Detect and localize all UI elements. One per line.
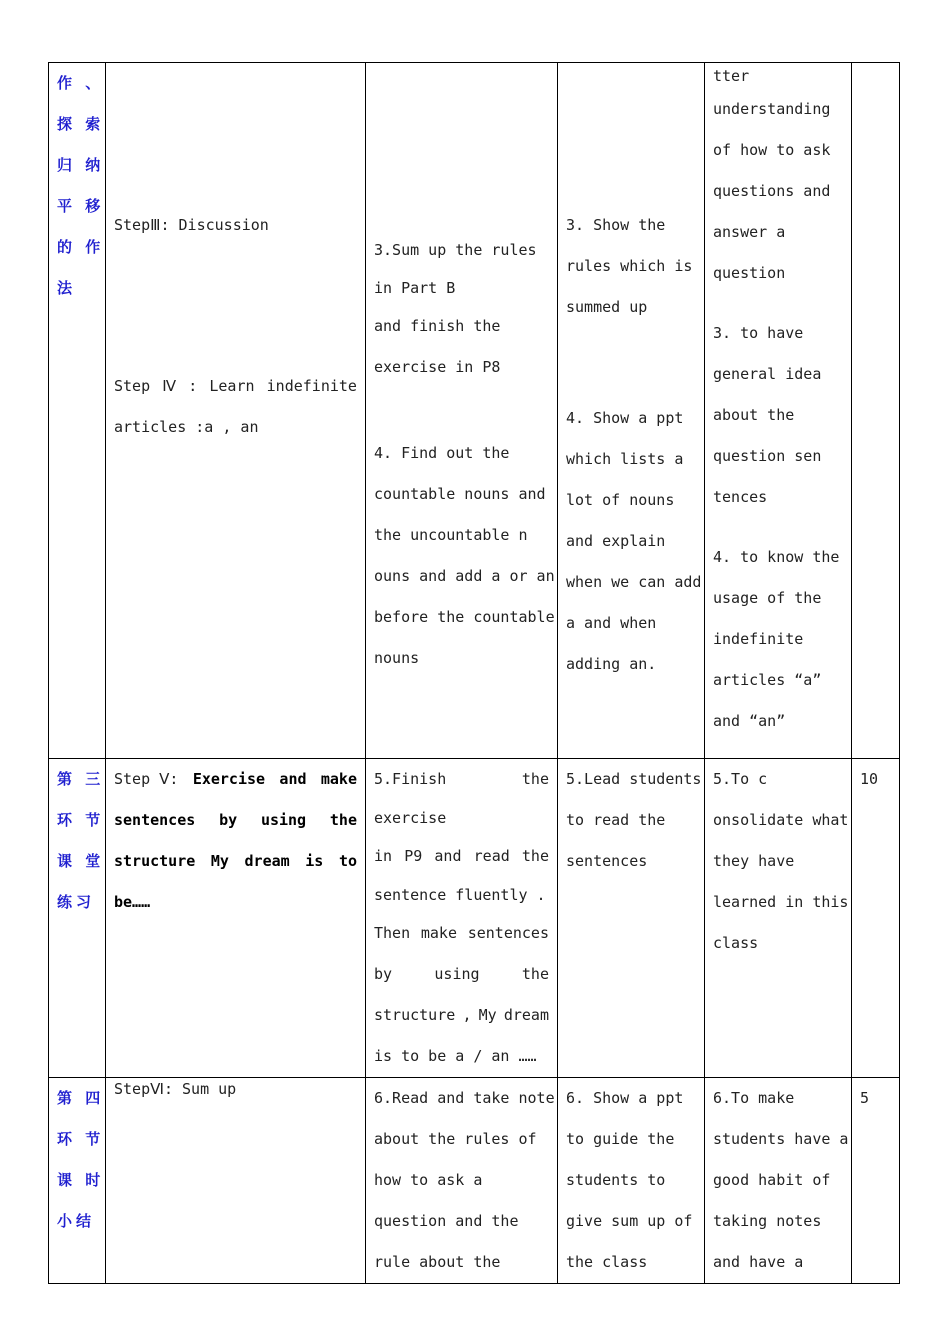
step-label: Step Ⅳ : Learn indefinite	[114, 377, 357, 395]
step-label: structure My dream is to	[114, 852, 357, 870]
purpose-text: questions and	[713, 182, 831, 200]
purpose-text: they have	[713, 852, 795, 870]
activity-text: ouns and add a or an	[374, 567, 555, 585]
student-activity-cell	[366, 63, 558, 759]
table-row	[49, 1078, 900, 1284]
table-row	[49, 759, 900, 1078]
purpose-text: 5.To c	[713, 770, 768, 788]
activity-text: which lists a	[566, 450, 684, 468]
activity-text: a and when	[566, 614, 657, 632]
activity-text: about the rules of	[374, 1130, 537, 1148]
stage-text: 法	[57, 279, 77, 297]
activity-text: lot of nouns	[566, 491, 675, 509]
activity-text: students to	[566, 1171, 666, 1189]
activity-text: summed up	[566, 298, 648, 316]
step-label: articles :a , an	[114, 418, 259, 436]
stage-text: 环 节	[57, 811, 105, 829]
purpose-text: general idea	[713, 365, 822, 383]
activity-text: 4. Find out the	[374, 444, 510, 462]
stage-text: 第 三	[57, 770, 105, 788]
activity-text: when we can add	[566, 573, 702, 591]
activity-text: structure , My dream	[374, 1006, 549, 1024]
purpose-text: of how to ask	[713, 141, 831, 159]
activity-text: to guide the	[566, 1130, 675, 1148]
purpose-text: usage of the	[713, 589, 822, 607]
activity-text: exercise in P8	[374, 358, 501, 376]
time-cell: 5	[852, 1078, 900, 1284]
step-label: Step Ⅴ: Exercise and make	[114, 770, 357, 788]
activity-text: 5.Finish the	[374, 770, 549, 788]
purpose-text: tter	[713, 67, 750, 85]
purpose-text: about the	[713, 406, 795, 424]
steps-cell	[106, 63, 366, 759]
activity-text: 4. Show a ppt	[566, 409, 684, 427]
stage-cell	[49, 759, 106, 1078]
activity-text: exercise	[374, 809, 447, 827]
teacher-activity-cell	[558, 63, 705, 759]
purpose-text: question	[713, 264, 786, 282]
activity-text: how to ask a	[374, 1171, 483, 1189]
stage-text: 探 索	[57, 115, 105, 133]
stage-text: 平 移	[57, 197, 105, 215]
purpose-text: onsolidate what	[713, 811, 849, 829]
purpose-cell	[705, 63, 852, 759]
teacher-activity-cell	[558, 1078, 705, 1284]
step-label: StepⅥ: Sum up	[114, 1080, 237, 1098]
stage-text: 第 四	[57, 1089, 105, 1107]
purpose-text: answer a	[713, 223, 786, 241]
table-row	[49, 63, 900, 759]
stage-text: 环 节	[57, 1130, 105, 1148]
purpose-text: good habit of	[713, 1171, 831, 1189]
lesson-plan-table	[48, 62, 900, 1284]
activity-text: 6.Read and take note	[374, 1089, 555, 1107]
step-label: StepⅢ: Discussion	[114, 216, 269, 234]
activity-text: sentence fluently .	[374, 886, 546, 904]
activity-text: rule about the	[374, 1253, 501, 1271]
purpose-text: 3. to have	[713, 324, 804, 342]
activity-text: sentences	[566, 852, 648, 870]
step-label: be……	[114, 893, 151, 911]
purpose-text: understanding	[713, 100, 831, 118]
activity-text: before the countable	[374, 608, 555, 626]
purpose-text: question sen	[713, 447, 822, 465]
purpose-text: and “an”	[713, 712, 786, 730]
stage-text: 小结	[57, 1212, 96, 1230]
activity-text: Then make sentences	[374, 924, 549, 942]
purpose-cell	[705, 759, 852, 1078]
purpose-text: and have a	[713, 1253, 804, 1271]
stage-text: 作 、	[57, 74, 105, 92]
activity-text: 3.Sum up the rules	[374, 241, 537, 259]
purpose-text: class	[713, 934, 759, 952]
stage-text: 练习	[57, 893, 96, 911]
activity-text: rules which is	[566, 257, 693, 275]
stage-cell	[49, 1078, 106, 1284]
stage-text: 的 作	[57, 238, 105, 256]
purpose-text: learned in this	[713, 893, 849, 911]
steps-cell	[106, 759, 366, 1078]
activity-text: question and the	[374, 1212, 519, 1230]
stage-cell	[49, 63, 106, 759]
purpose-text: taking notes	[713, 1212, 822, 1230]
step-label: sentences by using the	[114, 811, 357, 829]
purpose-text: 6.To make	[713, 1089, 795, 1107]
student-activity-cell	[366, 759, 558, 1078]
activity-text: and finish the	[374, 317, 501, 335]
purpose-text: tences	[713, 488, 768, 506]
time-cell	[852, 63, 900, 759]
stage-text: 课 时	[57, 1171, 105, 1189]
activity-text: 6. Show a ppt	[566, 1089, 684, 1107]
steps-cell	[106, 1078, 366, 1284]
activity-text: nouns	[374, 649, 420, 667]
activity-text: 5.Lead students	[566, 770, 702, 788]
activity-text: is to be a / an ……	[374, 1047, 537, 1065]
teacher-activity-cell	[558, 759, 705, 1078]
purpose-text: 4. to know the	[713, 548, 840, 566]
purpose-text: articles “a”	[713, 671, 822, 689]
student-activity-cell	[366, 1078, 558, 1284]
purpose-text: indefinite	[713, 630, 804, 648]
activity-text: give sum up of	[566, 1212, 693, 1230]
activity-text: in P9 and read the	[374, 847, 549, 865]
activity-text: and explain	[566, 532, 666, 550]
purpose-text: students have a	[713, 1130, 849, 1148]
time-cell: 10	[852, 759, 900, 1078]
activity-text: countable nouns and	[374, 485, 546, 503]
activity-text: by using the	[374, 965, 549, 983]
activity-text: adding an.	[566, 655, 657, 673]
activity-text: the class	[566, 1253, 648, 1271]
activity-text: 3. Show the	[566, 216, 666, 234]
activity-text: in Part B	[374, 279, 456, 297]
activity-text: to read the	[566, 811, 666, 829]
stage-text: 归 纳	[57, 156, 105, 174]
stage-text: 课 堂	[57, 852, 105, 870]
purpose-cell	[705, 1078, 852, 1284]
activity-text: the uncountable n	[374, 526, 528, 544]
